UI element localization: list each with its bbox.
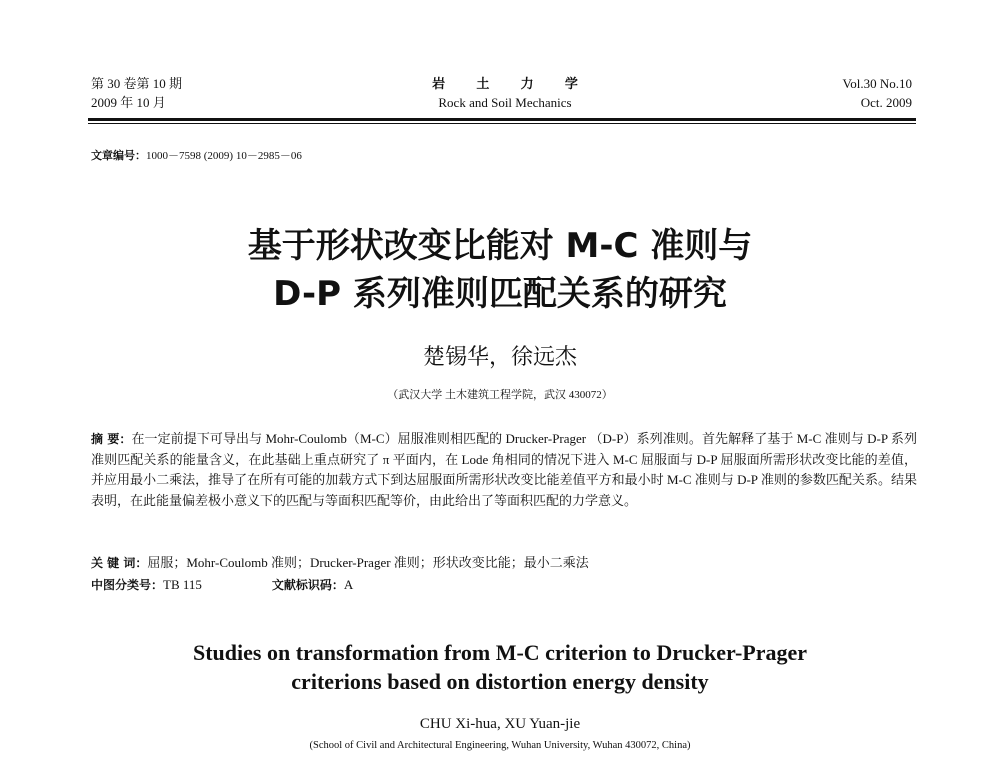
keywords [91, 552, 589, 571]
affiliation-en: (School of Civil and Architectural Engineering, Wuhan University, Wuhan 430072, China) [309, 740, 691, 751]
classification-value: TB 115 [163, 577, 202, 592]
title-cn-line1: 基于形状改变比能对 M-C 准则与 [247, 226, 753, 266]
article-number-label: 文章编号： [91, 150, 146, 162]
classification-label: 中图分类号： [91, 578, 164, 592]
doc-code-value: A [343, 577, 354, 592]
title-en-line2: criterions based on distortion energy density [291, 669, 709, 694]
date-cn: 2009 年 10 月 [91, 95, 166, 110]
article-number-value: 1000－7598 (2009) 10－2985－06 [146, 150, 302, 162]
volume-cn: 第 30 卷第 10 期 [91, 76, 183, 91]
keywords-label: 关 键 词： [91, 556, 148, 570]
journal-title-en: Rock and Soil Mechanics [438, 95, 572, 110]
volume-en: Vol.30 No.10 [842, 76, 912, 91]
title-cn [0, 222, 1000, 318]
header-rule-thin [88, 123, 916, 124]
article-number [91, 147, 302, 163]
header-right [843, 74, 912, 112]
doc-code-label: 文献标识码： [271, 578, 344, 592]
authors-en: CHU Xi-hua, XU Yuan-jie [419, 716, 581, 732]
abstract-label: 摘 要： [91, 432, 132, 446]
journal-title-cn: 岩 土 力 学 [432, 76, 592, 91]
abstract-text: 在一定前提下可导出与 Mohr-Coulomb（M-C）屈服准则相匹配的 Drucker-Prager （D-P）系列准则。首先解释了基于 M-C 准则与 D-P 系列准则匹配关系的能量含义，在此基础上重点研究了 π 平面内，在 Lode 角相同的情况下进入 M-C 屈服面与 D-P 屈服面所需形状改变比能的差值，并应用最小二乘法，推导了在所有可能的加载方式下到达屈服面所需形状改变比能差值平方和最小时 M-C 准则与 D-P 准则的参数匹配关系。结果表明，在此能量偏差极小意义下的匹配与等面积匹配等价，由此给出了等面积匹配的力学意义。 [91, 431, 918, 508]
authors-cn: 楚锡华，徐远杰 [422, 344, 577, 369]
header-rule-thick [88, 118, 916, 121]
title-en [0, 638, 1000, 696]
title-en-line1: Studies on transformation from M-C criterion to Drucker-Prager [192, 640, 807, 665]
date-en: Oct. 2009 [860, 95, 912, 110]
header-left [91, 74, 182, 112]
header-center [400, 74, 610, 112]
affiliation-cn: （武汉大学 土木建筑工程学院，武汉 430072） [387, 389, 613, 401]
classification [91, 576, 353, 593]
title-cn-line2: D-P 系列准则匹配关系的研究 [273, 274, 727, 314]
keywords-text: 屈服；Mohr-Coulomb 准则；Drucker-Prager 准则；形状改变比能；最小二乘法 [147, 555, 589, 570]
abstract [91, 429, 917, 511]
